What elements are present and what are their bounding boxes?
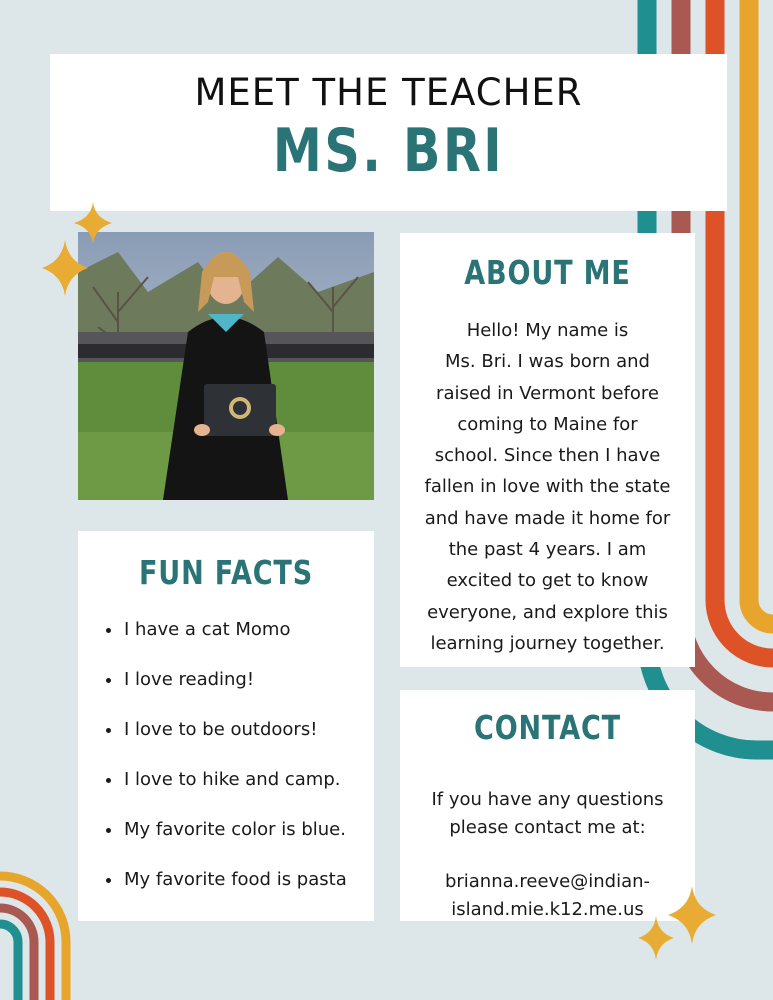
- list-item: My favorite color is blue.: [78, 819, 347, 869]
- about-line: coming to Maine for: [457, 413, 638, 435]
- about-line: learning journey together.: [430, 632, 665, 654]
- sparkle-icon: [74, 202, 112, 244]
- list-item: I love to hike and camp.: [78, 769, 347, 819]
- email-line[interactable]: brianna.reeve@indian-: [444, 871, 651, 892]
- list-item: My favorite food is pasta: [78, 869, 347, 919]
- about-line: Ms. Bri. I was born and: [445, 351, 650, 373]
- sparkle-icon: [668, 886, 716, 944]
- about-line: fallen in love with the state: [424, 476, 671, 498]
- about-line: everyone, and explore this: [427, 601, 668, 623]
- header-panel: [50, 54, 727, 211]
- sparkle-stars-top-left: [38, 198, 118, 298]
- list-item: I love reading!: [78, 669, 347, 719]
- contact-heading: CONTACT: [474, 708, 621, 747]
- about-line: school. Since then I have: [434, 445, 661, 467]
- list-item: I have a cat Momo: [78, 619, 347, 669]
- list-item: I love to be outdoors!: [78, 719, 347, 769]
- about-line: excited to get to know: [446, 570, 649, 592]
- page-title: MS. BRI: [272, 116, 505, 186]
- about-line: the past 4 years. I am: [448, 539, 647, 561]
- fun-facts-heading: FUN FACTS: [138, 553, 314, 592]
- contact-line: If you have any questions: [431, 789, 664, 810]
- about-me-text: [414, 315, 681, 659]
- sparkle-stars-bottom-right: [632, 884, 722, 964]
- contact-line: please contact me at:: [449, 817, 646, 838]
- email-line[interactable]: island.mie.k12.me.us: [451, 899, 644, 920]
- sparkle-icon: [42, 240, 88, 296]
- page-subtitle: MEET THE TEACHER: [194, 71, 583, 114]
- teacher-photo: [78, 232, 374, 500]
- rainbow-stripes-left: [0, 860, 90, 1000]
- stripe-gold: [749, 0, 773, 624]
- about-line: raised in Vermont before: [436, 382, 659, 404]
- contact-message: [400, 786, 695, 842]
- about-me-panel: [400, 233, 695, 667]
- stripe-teal: [0, 924, 18, 1000]
- fun-facts-list: [78, 619, 347, 919]
- about-me-heading: ABOUT ME: [464, 253, 631, 292]
- sparkle-icon: [638, 916, 674, 960]
- about-line: Hello! My name is: [466, 320, 629, 341]
- about-line: and have made it home for: [424, 507, 671, 529]
- fun-facts-panel: [78, 531, 374, 921]
